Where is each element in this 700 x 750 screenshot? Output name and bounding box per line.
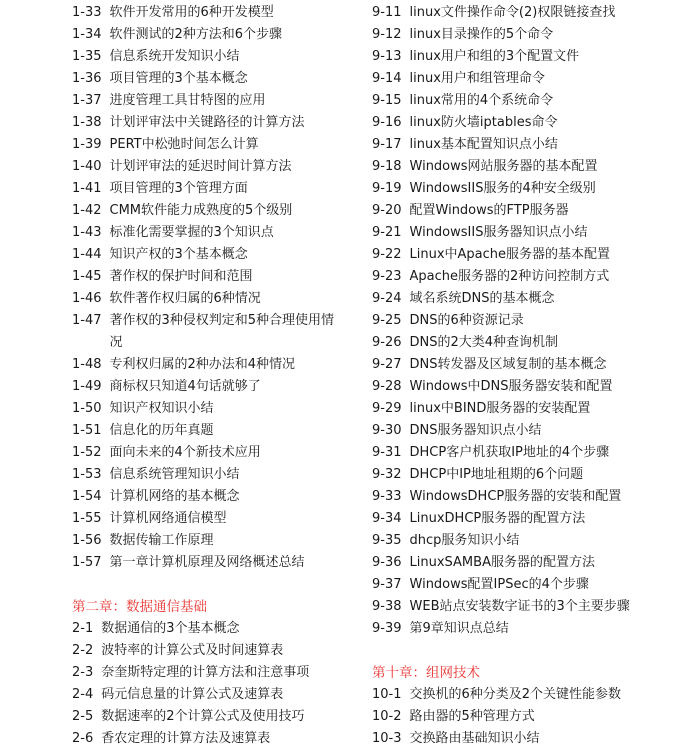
toc-entry-title: Apache服务器的2种访问控制方式 — [409, 269, 610, 284]
toc-entry-number: 1-53 — [72, 467, 102, 482]
toc-entry-title: 计划评审法的延迟时间计算方法 — [109, 159, 292, 174]
toc-entry — [372, 46, 672, 68]
toc-entry-title: 奈奎斯特定理的计算方法和注意事项 — [101, 665, 310, 680]
toc-entry — [372, 706, 672, 728]
toc-entry-number: 2-5 — [72, 709, 94, 724]
toc-entry-number: 9-19 — [372, 181, 402, 196]
toc-entry-title: 软件著作权归属的6种情况 — [109, 291, 261, 306]
toc-entry — [372, 684, 672, 706]
chapter-10-heading: 第十章：组网技术 — [372, 665, 480, 681]
toc-entry-number: 1-40 — [72, 159, 102, 174]
toc-entry — [72, 398, 342, 420]
toc-entry — [372, 508, 672, 530]
toc-entry-number: 10-2 — [372, 709, 402, 724]
toc-entry-number: 2-2 — [72, 643, 94, 658]
toc-entry-title: 数据传输工作原理 — [109, 533, 214, 548]
toc-entry-title: Windows网站服务器的基本配置 — [409, 159, 598, 174]
toc-entry-number: 1-48 — [72, 357, 102, 372]
toc-entry — [372, 24, 672, 46]
toc-entry — [72, 662, 342, 684]
toc-entry-number: 9-14 — [372, 71, 402, 86]
toc-entry-number: 1-46 — [72, 291, 102, 306]
toc-entry — [372, 574, 672, 596]
toc-entry — [72, 244, 342, 266]
toc-entry — [372, 728, 672, 750]
toc-entry-title: WindowsIIS服务的4种安全级别 — [409, 181, 596, 196]
toc-entry — [372, 552, 672, 574]
toc-entry — [72, 618, 342, 640]
toc-entry — [372, 156, 672, 178]
toc-entry-title: 域名系统DNS的基本概念 — [409, 291, 555, 306]
toc-entry-title: linux基本配置知识点小结 — [409, 137, 558, 152]
toc-entry-number: 9-38 — [372, 599, 402, 614]
toc-entry-title: 第一章计算机原理及网络概述总结 — [109, 555, 305, 570]
toc-entry-title: 信息化的历年真题 — [109, 423, 214, 438]
toc-entry-title: PERT中松弛时间怎么计算 — [109, 137, 259, 152]
toc-entry-title: 标准化需要掌握的3个知识点 — [109, 225, 274, 240]
toc-entry-number: 1-54 — [72, 489, 102, 504]
toc-entry-number: 9-17 — [372, 137, 402, 152]
toc-entry-number: 1-50 — [72, 401, 102, 416]
toc-entry — [372, 288, 672, 310]
toc-entry-title: LinuxDHCP服务器的配置方法 — [409, 511, 586, 526]
toc-entry-number: 2-6 — [72, 731, 94, 746]
toc-entry-title: 信息系统开发知识小结 — [109, 49, 240, 64]
toc-entry — [372, 178, 672, 200]
toc-entry-number: 9-28 — [372, 379, 402, 394]
toc-entry-title: 交换机的6种分类及2个关键性能参数 — [409, 687, 622, 702]
section-spacer — [372, 640, 672, 662]
toc-entry — [372, 618, 672, 640]
toc-entry-number: 9-30 — [372, 423, 402, 438]
toc-entry-number: 1-43 — [72, 225, 102, 240]
toc-entry-number: 9-31 — [372, 445, 402, 460]
toc-entry-number: 2-3 — [72, 665, 94, 680]
toc-entry-title: 波特率的计算公式及时间速算表 — [101, 643, 284, 658]
toc-entry — [72, 156, 342, 178]
toc-entry-title: linux中BIND服务器的安装配置 — [409, 401, 591, 416]
toc-entry-number: 9-39 — [372, 621, 402, 636]
toc-entry-number: 9-11 — [372, 5, 402, 20]
toc-entry-title: linux文件操作命令(2)权限链接查找 — [409, 5, 616, 20]
toc-entry-title: 项目管理的3个管理方面 — [109, 181, 248, 196]
toc-entry-title: DHCP中IP地址租期的6个问题 — [409, 467, 584, 482]
toc-entry-number: 9-13 — [372, 49, 402, 64]
toc-entry-number: 1-47 — [72, 313, 102, 328]
toc-entry-number: 1-33 — [72, 5, 102, 20]
toc-entry — [72, 222, 342, 244]
toc-entry-number: 9-12 — [372, 27, 402, 42]
toc-entry-title: 知识产权的3个基本概念 — [109, 247, 248, 262]
toc-entry-number: 1-56 — [72, 533, 102, 548]
toc-entry-title: 数据速率的2个计算公式及使用技巧 — [101, 709, 305, 724]
chapter-1-list — [72, 2, 342, 574]
toc-entry — [372, 200, 672, 222]
toc-entry-title: 计算机网络的基本概念 — [109, 489, 240, 504]
toc-entry — [72, 46, 342, 68]
toc-entry-number: 10-1 — [372, 687, 402, 702]
toc-entry-number: 9-15 — [372, 93, 402, 108]
toc-entry-number: 9-33 — [372, 489, 402, 504]
toc-entry — [72, 24, 342, 46]
toc-entry — [372, 310, 672, 332]
toc-entry-title: Windows中DNS服务器安装和配置 — [409, 379, 613, 394]
toc-entry-number: 1-49 — [72, 379, 102, 394]
toc-entry — [72, 464, 342, 486]
toc-entry — [372, 134, 672, 156]
toc-entry — [72, 530, 342, 552]
toc-entry — [72, 486, 342, 508]
toc-entry-title: Windows配置IPSec的4个步骤 — [409, 577, 589, 592]
toc-entry — [72, 552, 342, 574]
toc-entry — [372, 530, 672, 552]
toc-entry-title: 项目管理的3个基本概念 — [109, 71, 248, 86]
toc-entry — [72, 266, 342, 288]
right-column — [372, 2, 672, 750]
toc-entry — [72, 508, 342, 530]
toc-entry — [372, 112, 672, 134]
toc-entry-title: linux目录操作的5个命令 — [409, 27, 554, 42]
toc-entry-title: dhcp服务知识小结 — [409, 533, 520, 548]
toc-entry-title: 商标权只知道4句话就够了 — [109, 379, 261, 394]
toc-entry-number: 1-52 — [72, 445, 102, 460]
toc-entry-number: 1-57 — [72, 555, 102, 570]
toc-entry-title: 著作权的3种侵权判定和5种合理使用情况 — [109, 313, 335, 350]
toc-entry-title: LinuxSAMBA服务器的配置方法 — [409, 555, 595, 570]
toc-entry — [372, 442, 672, 464]
toc-entry-number: 2-1 — [72, 621, 94, 636]
toc-entry — [372, 244, 672, 266]
toc-entry — [372, 332, 672, 354]
toc-entry-number: 2-4 — [72, 687, 94, 702]
toc-entry — [72, 2, 342, 24]
toc-entry-number: 1-45 — [72, 269, 102, 284]
toc-entry-title: 香农定理的计算方法及速算表 — [101, 731, 271, 746]
toc-entry — [72, 728, 342, 750]
toc-entry — [72, 288, 342, 310]
toc-entry-number: 9-26 — [372, 335, 402, 350]
toc-entry-number: 1-35 — [72, 49, 102, 64]
toc-entry-title: WindowsIIS服务器知识点小结 — [409, 225, 588, 240]
toc-entry — [372, 68, 672, 90]
toc-entry-number: 1-38 — [72, 115, 102, 130]
chapter-2-list — [72, 618, 342, 750]
toc-entry-number: 1-51 — [72, 423, 102, 438]
toc-entry-title: 面向未来的4个新技术应用 — [109, 445, 261, 460]
left-column — [72, 2, 342, 750]
toc-entry — [72, 442, 342, 464]
chapter-2-heading: 第二章：数据通信基础 — [72, 599, 207, 615]
toc-entry — [372, 266, 672, 288]
toc-entry-title: DNS转发器及区域复制的基本概念 — [409, 357, 607, 372]
toc-entry-title: 交换路由基础知识小结 — [409, 731, 540, 746]
toc-entry-number: 9-36 — [372, 555, 402, 570]
toc-entry-title: 码元信息量的计算公式及速算表 — [101, 687, 284, 702]
toc-entry-number: 1-44 — [72, 247, 102, 262]
toc-entry — [72, 420, 342, 442]
toc-entry-title: 计算机网络通信模型 — [109, 511, 227, 526]
toc-entry-title: DNS的6种资源记录 — [409, 313, 524, 328]
toc-entry-number: 9-35 — [372, 533, 402, 548]
toc-entry-title: DNS服务器知识点小结 — [409, 423, 542, 438]
toc-entry-number: 9-29 — [372, 401, 402, 416]
toc-entry-title: 知识产权知识小结 — [109, 401, 214, 416]
toc-entry — [72, 90, 342, 112]
toc-entry — [72, 376, 342, 398]
toc-entry-title: 配置Windows的FTP服务器 — [409, 203, 569, 218]
toc-entry-number: 9-23 — [372, 269, 402, 284]
toc-entry-title: linux用户和组管理命令 — [409, 71, 545, 86]
toc-entry — [72, 134, 342, 156]
toc-entry — [72, 200, 342, 222]
toc-entry-title: 进度管理工具甘特图的应用 — [109, 93, 266, 108]
toc-entry-title: WEB站点安装数字证书的3个主要步骤 — [409, 599, 630, 614]
toc-entry — [372, 222, 672, 244]
toc-entry — [372, 2, 672, 24]
toc-entry-title: DNS的2大类4种查询机制 — [409, 335, 559, 350]
toc-entry-number: 9-21 — [372, 225, 402, 240]
toc-entry-number: 1-41 — [72, 181, 102, 196]
toc-entry — [72, 310, 342, 354]
toc-entry — [72, 684, 342, 706]
section-spacer — [72, 574, 342, 596]
toc-entry — [72, 640, 342, 662]
toc-entry-number: 9-24 — [372, 291, 402, 306]
toc-entry-title: 软件开发常用的6种开发模型 — [109, 5, 274, 20]
toc-entry-title: 第9章知识点总结 — [409, 621, 509, 636]
chapter-10-list — [372, 684, 672, 750]
toc-entry-title: 信息系统管理知识小结 — [109, 467, 240, 482]
toc-entry-number: 1-34 — [72, 27, 102, 42]
toc-entry-title: linux用户和组的3个配置文件 — [409, 49, 580, 64]
toc-entry — [372, 354, 672, 376]
toc-entry-number: 9-20 — [372, 203, 402, 218]
toc-entry-title: CMM软件能力成熟度的5个级别 — [109, 203, 293, 218]
toc-entry-number: 9-18 — [372, 159, 402, 174]
toc-entry-title: 数据通信的3个基本概念 — [101, 621, 240, 636]
toc-entry — [72, 354, 342, 376]
toc-entry — [372, 486, 672, 508]
toc-entry-number: 1-42 — [72, 203, 102, 218]
toc-entry-number: 9-32 — [372, 467, 402, 482]
toc-entry — [372, 464, 672, 486]
toc-entry-number: 9-25 — [372, 313, 402, 328]
toc-entry-title: 软件测试的2种方法和6个步骤 — [109, 27, 283, 42]
toc-entry-number: 9-34 — [372, 511, 402, 526]
toc-entry-number: 10-3 — [372, 731, 402, 746]
toc-entry-number: 9-16 — [372, 115, 402, 130]
toc-entry-number: 1-39 — [72, 137, 102, 152]
toc-entry-title: DHCP客户机获取IP地址的4个步骤 — [409, 445, 610, 460]
toc-entry-number: 1-36 — [72, 71, 102, 86]
toc-entry-title: 路由器的5种管理方式 — [409, 709, 535, 724]
toc-entry — [372, 90, 672, 112]
toc-entry — [372, 398, 672, 420]
toc-entry — [72, 112, 342, 134]
toc-entry — [72, 68, 342, 90]
toc-entry — [372, 420, 672, 442]
toc-entry-title: linux常用的4个系统命令 — [409, 93, 554, 108]
toc-entry-title: Linux中Apache服务器的基本配置 — [409, 247, 611, 262]
toc-entry-title: linux防火墙iptables命令 — [409, 115, 558, 130]
toc-entry-number: 9-27 — [372, 357, 402, 372]
toc-entry-number: 1-55 — [72, 511, 102, 526]
toc-entry — [72, 706, 342, 728]
toc-entry-title: 著作权的保护时间和范围 — [109, 269, 253, 284]
toc-entry-number: 9-37 — [372, 577, 402, 592]
toc-entry-title: WindowsDHCP服务器的安装和配置 — [409, 489, 622, 504]
chapter-9-list — [372, 2, 672, 640]
toc-entry-number: 9-22 — [372, 247, 402, 262]
toc-entry-title: 专利权归属的2种办法和4种情况 — [109, 357, 296, 372]
toc-entry — [372, 596, 672, 618]
toc-entry — [72, 178, 342, 200]
toc-entry-title: 计划评审法中关键路径的计算方法 — [109, 115, 305, 130]
toc-entry — [372, 376, 672, 398]
toc-entry-number: 1-37 — [72, 93, 102, 108]
